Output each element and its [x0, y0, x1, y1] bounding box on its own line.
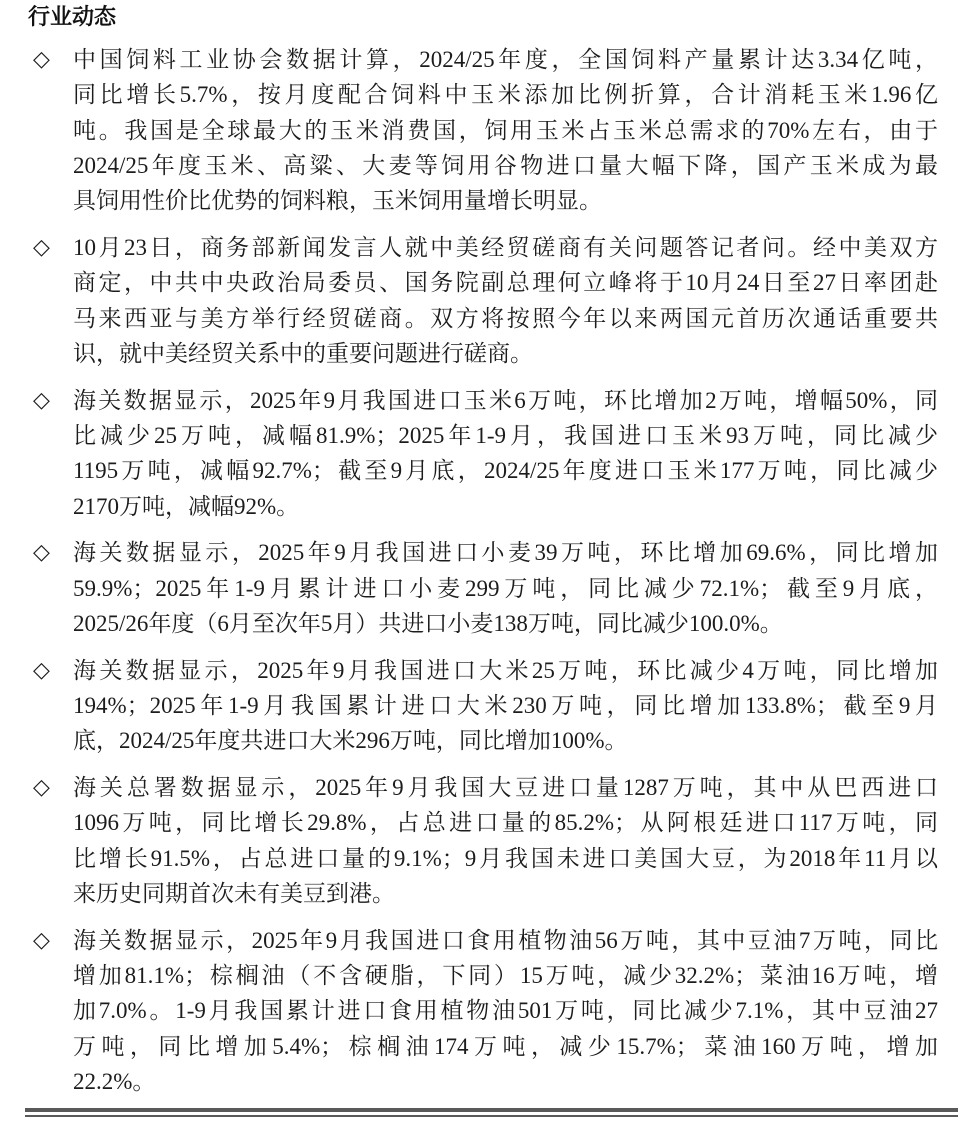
text-line: 中国饲料工业协会数据计算，2024/25年度，全国饲料产量累计达3.34亿吨， — [73, 47, 938, 72]
text-line: 10月23日，商务部新闻发言人就中美经贸磋商有关问题答记者问。经中美双方 — [73, 234, 938, 260]
text-line: 1096万吨，同比增长29.8%，占总进口量的85.2%；从阿根廷进口117万吨，同 — [73, 810, 938, 836]
news-item-feed-corn — [0, 42, 938, 218]
text-line: 1195万吨，减幅92.7%；截至9月底，2024/25年度进口玉米177万吨，同比减少 — [73, 458, 938, 484]
news-item-vegetable-oil-imports — [0, 923, 938, 1099]
diamond-bullet-icon: ◇ — [33, 540, 50, 566]
text-line: 比增长91.5%，占总进口量的9.1%；9月我国未进口美国大豆，为2018年11月以 — [73, 845, 938, 871]
footer-double-rule-thin — [25, 1115, 958, 1117]
news-list — [0, 42, 966, 1111]
text-line: 识，就中美经贸关系中的重要问题进行磋商。 — [73, 340, 533, 366]
text-line: 万吨，同比增加5.4%；棕榈油174万吨，减少15.7%；菜油160万吨，增加 — [73, 1033, 938, 1059]
diamond-bullet-icon: ◇ — [33, 234, 50, 260]
text-line: 具饲用性价比优势的饲料粮，玉米饲用量增长明显。 — [73, 188, 602, 214]
news-item-corn-imports — [0, 383, 938, 524]
news-item-trade-talks — [0, 230, 938, 371]
text-line: 194%；2025年1-9月我国累计进口大米230万吨，同比增加133.8%；截至9月 — [73, 693, 938, 719]
text-line: 2025/26年度（6月至次年5月）共进口小麦138万吨，同比减少100.0%。 — [73, 610, 783, 636]
news-item-wheat-imports — [0, 535, 938, 641]
text-line: 比减少25万吨，减幅81.9%；2025年1-9月，我国进口玉米93万吨，同比减少 — [73, 422, 938, 448]
text-line: 22.2%。 — [73, 1069, 156, 1095]
text-line: 2170万吨，减幅92%。 — [73, 493, 300, 519]
diamond-bullet-icon: ◇ — [33, 657, 50, 683]
text-line: 来历史同期首次未有美豆到港。 — [73, 881, 395, 907]
diamond-bullet-icon: ◇ — [33, 927, 50, 953]
news-item-soybean-imports — [0, 770, 938, 911]
diamond-bullet-icon: ◇ — [33, 47, 50, 72]
diamond-bullet-icon: ◇ — [33, 387, 50, 413]
text-line: 加7.0%。1-9月我国累计进口食用植物油501万吨，同比减少7.1%，其中豆油27 — [73, 998, 938, 1024]
text-line: 吨。我国是全球最大的玉米消费国，饲用玉米占玉米总需求的70%左右，由于 — [73, 117, 938, 143]
text-line: 海关总署数据显示，2025年9月我国大豆进口量1287万吨，其中从巴西进口 — [73, 775, 938, 801]
text-line: 海关数据显示，2025年9月我国进口大米25万吨，环比减少4万吨，同比增加 — [73, 657, 938, 683]
text-line: 海关数据显示，2025年9月我国进口小麦39万吨，环比增加69.6%，同比增加 — [73, 540, 938, 566]
text-line: 海关数据显示，2025年9月我国进口玉米6万吨，环比增加2万吨，增幅50%，同 — [73, 387, 938, 413]
text-line: 海关数据显示，2025年9月我国进口食用植物油56万吨，其中豆油7万吨，同比 — [73, 927, 938, 953]
text-line: 2024/25年度玉米、高粱、大麦等饲用谷物进口量大幅下降，国产玉米成为最 — [73, 152, 938, 178]
text-line: 商定，中共中央政治局委员、国务院副总理何立峰将于10月24日至27日率团赴 — [73, 270, 938, 296]
diamond-bullet-icon: ◇ — [33, 775, 50, 801]
section-title: 行业动态 — [28, 4, 117, 29]
footer-double-rule-thick — [25, 1108, 958, 1112]
text-line: 底，2024/25年度共进口大米296万吨，同比增加100%。 — [73, 728, 628, 754]
text-line: 马来西亚与美方举行经贸磋商。双方将按照今年以来两国元首历次通话重要共 — [73, 305, 938, 331]
text-line: 增加81.1%；棕榈油（不含硬脂，下同）15万吨，减少32.2%；菜油16万吨，增 — [73, 963, 938, 989]
news-item-rice-imports — [0, 653, 938, 759]
text-line: 59.9%；2025年1-9月累计进口小麦299万吨，同比减少72.1%；截至9月底， — [73, 575, 938, 601]
text-line: 同比增长5.7%，按月度配合饲料中玉米添加比例折算，合计消耗玉米1.96亿 — [73, 82, 938, 108]
